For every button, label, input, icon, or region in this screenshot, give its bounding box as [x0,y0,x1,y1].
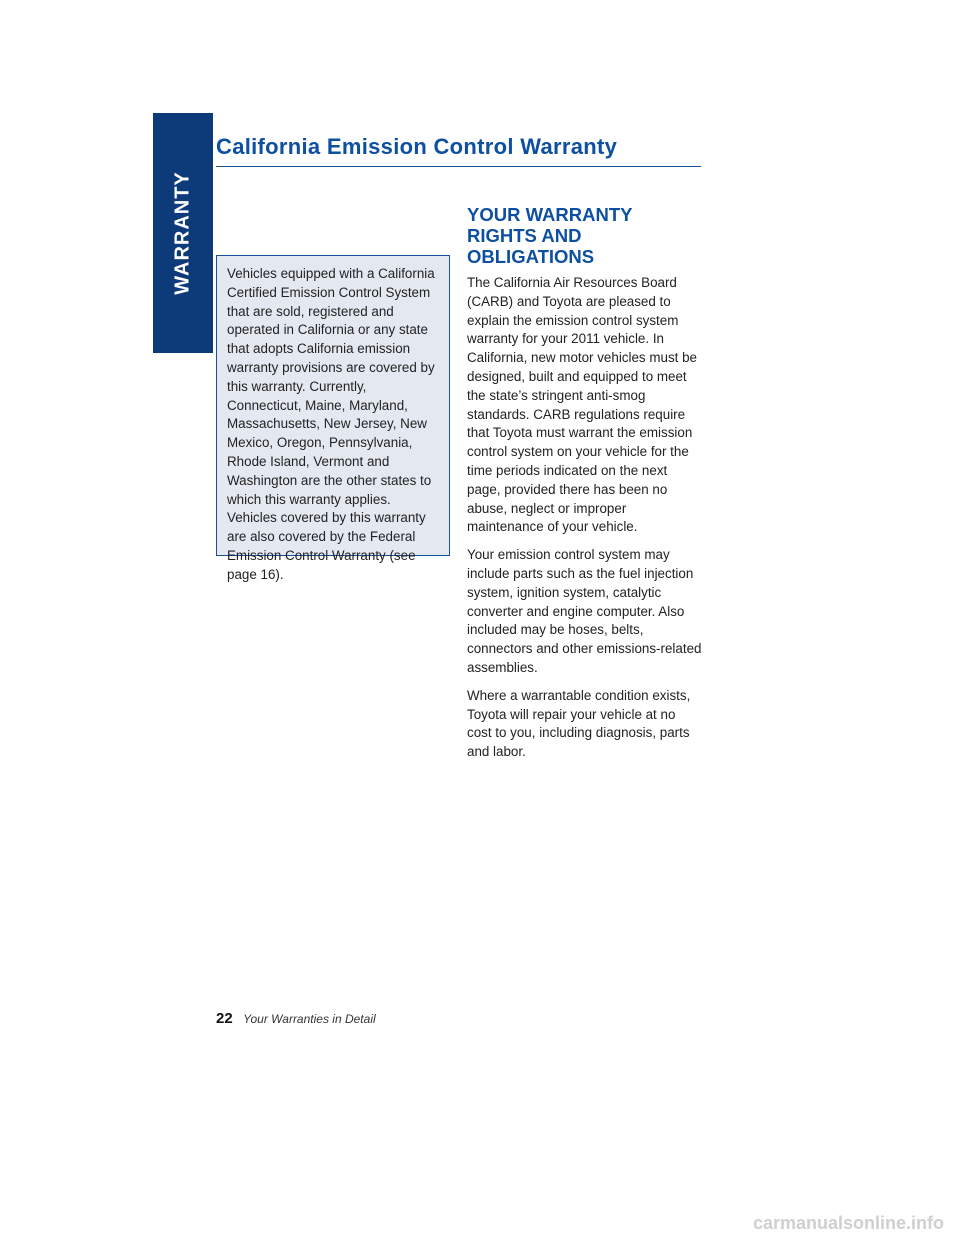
section-side-tab [153,113,213,353]
title-divider [216,166,701,167]
side-tab-label: WARRANTY [171,171,194,295]
callout-box [216,255,450,582]
page-footer [216,1010,376,1028]
main-column [467,204,703,771]
body-paragraph: Your emission control system may include parts such as the fuel injection system, ignition system, catalytic converter and engine computer. Also included may be hoses, belts, connectors and other emissions-related assemblies. [467,547,702,675]
page-title: California Emission Control Warranty [216,134,618,159]
body-paragraph: The California Air Resources Board (CARB) and Toyota are pleased to explain the emission control system warranty for your 2011 vehicle. In California, new motor vehicles must be designed, built and equipped to meet the state’s stringent anti-smog standards. CARB regulations require that Toyota must warrant the emission control system on your vehicle for the time periods indicated on the next page, provided there has been no abuse, neglect or improper maintenance of your vehicle. [467,275,697,535]
footer-caption: Your Warranties in Detail [243,1012,376,1026]
watermark: carmanualsonline.info [752,1213,944,1233]
section-heading: YOUR WARRANTY RIGHTS AND OBLIGATIONS [467,204,633,267]
page-number: 22 [216,1010,233,1027]
body-paragraph: Where a warrantable condition exists, Toyota will repair your vehicle at no cost to you, including diagnosis, parts and labor. [467,687,691,760]
callout-text: Vehicles equipped with a California Certified Emission Control System that are sold, registered and operated in California or any state that adopts California emission warranty provisions are covered by this warranty. Currently, Connecticut, Maine, Maryland, Massachusetts, New Jersey, New Mexico, Oregon, Pennsylvania, Rhode Island, Vermont and Washington are the other states to which this warranty applies. Vehicles covered by this warranty are also covered by the Federal Emission Control Warranty (see page 16). [227,266,435,582]
